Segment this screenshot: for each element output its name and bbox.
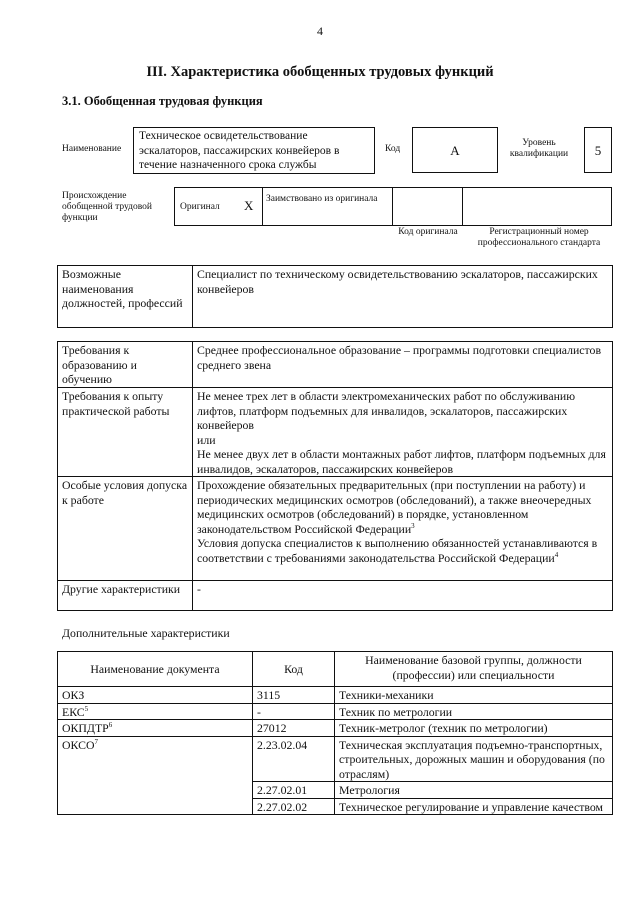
doc-cell: ОКПДТР$^6$ [58,720,253,737]
borrowed-label: Заимствовано из оригинала [266,194,378,204]
header-name: Наименование базовой группы, должности (профессии) или специальности [335,652,613,687]
footnote-mark: 4 [554,550,559,559]
doc-cell: ЕКС$^5$ [58,703,253,720]
code-cell: 2.27.02.02 [253,798,335,815]
admission-line: Условия допуска специалистов к выполнению обязанностей устанавливаются в соответствии с требованиями законодательства Российской Федерации$^4$ [197,536,598,565]
name-cell: Техническая эксплуатация подъемно-транспортных, строительных, дорожных машин и оборудования (по отраслям) [335,736,613,782]
admission-line: Прохождение обязательных предварительных (при поступлении на работу) и периодических медицинских осмотров (обследований), а также внеочередных медицинских осмотров (обследований) в порядке, установленном законодательством Российской Федерации$^3$ [197,478,592,536]
function-name-value: Техническое освидетельствование эскалаторов, пассажирских конвейеров в течение назначенного срока службы [133,127,375,174]
experience-value [193,388,613,477]
code-cell: 3115 [253,687,335,704]
reg-number-caption: Регистрационный номер профессионального стандарта [477,227,601,248]
name-label: Наименование [62,144,122,154]
code-original-caption: Код оригинала [398,227,458,237]
experience-line: Не менее двух лет в области монтажных работ лифтов, платформ подъемных для инвалидов, эскалаторов, пассажирских конвейеров [197,447,606,476]
doc-cell: ОКСО$^7$ [58,736,253,815]
header-document: Наименование документа [58,652,253,687]
footnote-mark: 7 [94,737,98,746]
doc-cell: ОКЗ [58,687,253,704]
page-number: 4 [317,24,323,38]
level-label: Уровень квалификации [509,138,569,159]
section-title: III. Характеристика обобщенных трудовых функций [146,64,494,80]
name-cell: Метрология [335,782,613,799]
footnote-mark: 6 [108,721,113,730]
code-cell: 2.27.02.01 [253,782,335,799]
name-cell: Техническое регулирование и управление качеством [335,798,613,815]
other-label: Другие характеристики [58,581,193,611]
original-label: Оригинал [180,202,220,212]
footnote-mark: 3 [411,521,415,530]
positions-label: Возможные наименования должностей, профессий [58,266,193,328]
positions-table [57,265,613,328]
experience-label: Требования к опыту практической работы [58,388,193,477]
other-value: - [193,581,613,611]
experience-or: или [197,432,216,447]
code-cell: 2.23.02.04 [253,736,335,782]
subsection-title: 3.1. Обобщенная трудовая функция [62,94,263,108]
experience-line: Не менее трех лет в области электромеханических работ по обслуживанию лифтов, платформ подъемных для инвалидов, эскалаторов, пассажирских конвейеров [197,389,576,432]
admission-label: Особые условия допуска к работе [58,477,193,581]
origin-label: Происхождение обобщенной трудовой функции [62,191,152,223]
origin-table [174,187,612,226]
code-cell: 27012 [253,720,335,737]
function-code-value: A [412,127,498,173]
header-code: Код [253,652,335,687]
admission-value [193,477,613,581]
additional-table [57,651,613,815]
code-label: Код [385,144,401,154]
name-cell: Техники-механики [335,687,613,704]
education-label: Требования к образованию и обучению [58,342,193,388]
education-value: Среднее профессиональное образование – программы подготовки специалистов среднего звена [193,342,613,388]
name-cell: Техник-метролог (техник по метрологии) [335,720,613,737]
original-mark: X [244,198,254,213]
level-value: 5 [584,127,612,173]
positions-value: Специалист по техническому освидетельствованию эскалаторов, пассажирских конвейеров [193,266,613,328]
additional-title: Дополнительные характеристики [62,626,230,640]
requirements-table [57,341,613,611]
footnote-mark: 5 [84,704,89,713]
name-cell: Техник по метрологии [335,703,613,720]
code-cell: - [253,703,335,720]
